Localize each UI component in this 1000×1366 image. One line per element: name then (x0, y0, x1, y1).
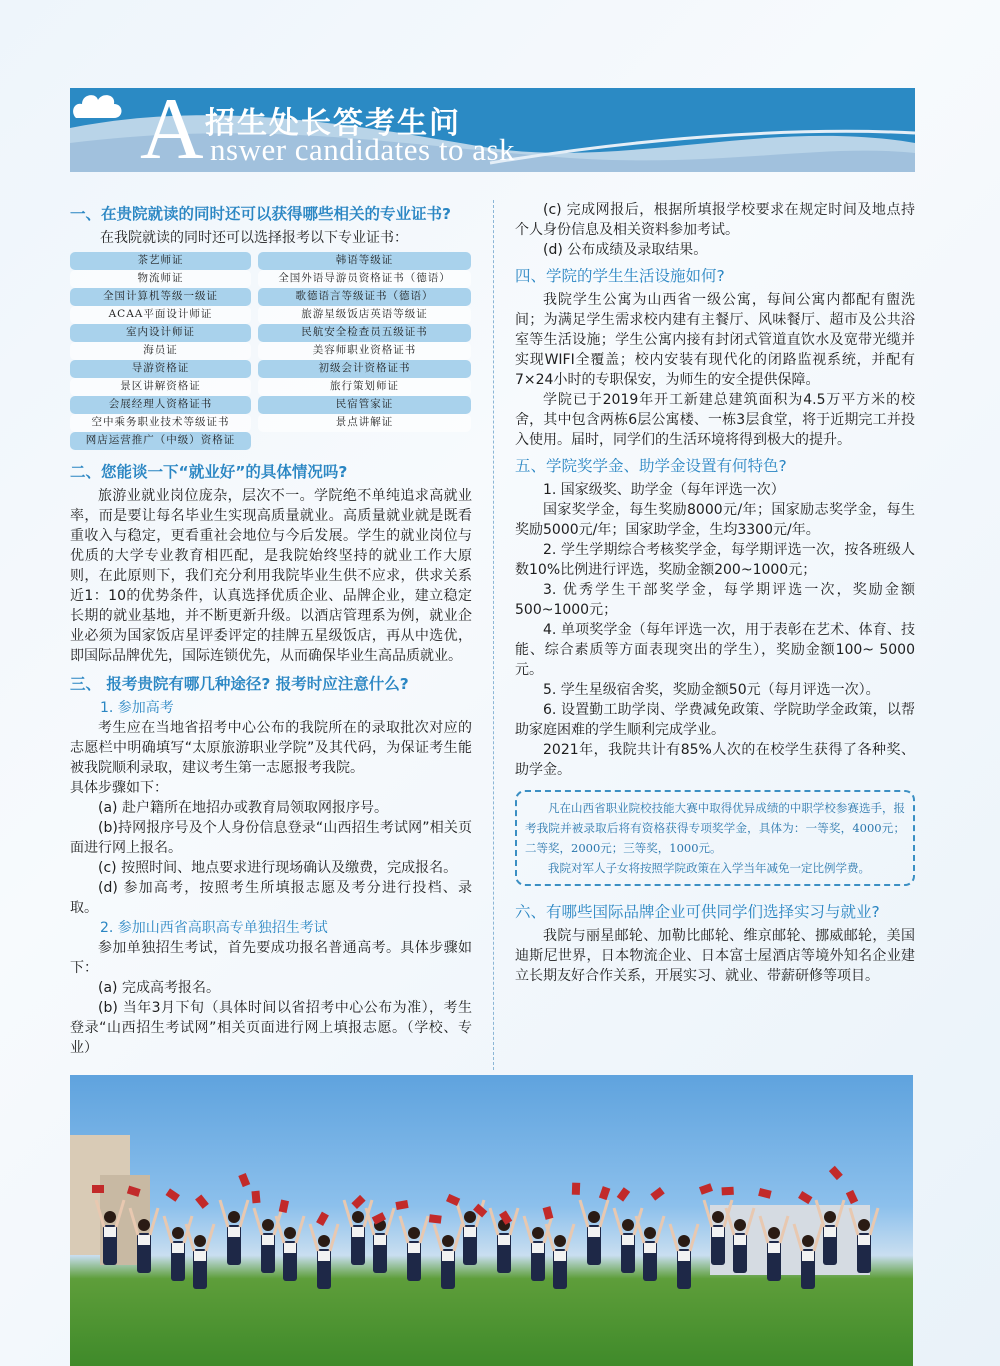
certificate-item: 茶艺师证 (70, 252, 251, 270)
notice-text: 我院对军人子女将按照学院政策在入学当年减免一定比例学费。 (548, 861, 870, 875)
right-column (515, 200, 915, 986)
scholarship-item: 2. 学生学期综合考核奖学金，每学期评选一次，按各班级人数10%比例进行评选，奖励金额200~1000元； (515, 542, 915, 578)
section-4-body: 学院已于2019年开工新建总建筑面积为4.5万平方米的校舍，其中包含两栋6层公寓楼、一栋3层食堂，将于近期完工并投入使用。届时，同学们的生活环境将得到极大的提升。 (515, 392, 915, 448)
certificate-item: 美容师职业资格证书 (258, 342, 471, 360)
section-6-body: 我院与丽星邮轮、加勒比邮轮、维京邮轮、挪威邮轮，美国迪斯尼世界，日本物流企业、日本富士屋酒店等境外知名企业建立长期友好合作关系，开展实习、就业、带薪研修等项目。 (515, 928, 915, 984)
student-figure (429, 1214, 462, 1289)
certificate-item: 导游资格证 (70, 360, 251, 378)
route-2-step: (c) 完成网报后，根据所填报学校要求在规定时间及地点持个人身份信息及相关资料参加考试。 (515, 202, 915, 238)
route-2-title: 2. 参加山西省高职高专单独招生考试 (100, 920, 328, 936)
certificate-item: 旅游星级饭店英语等级证 (258, 306, 471, 324)
certificate-item: 景点讲解证 (258, 414, 471, 432)
route-1-step: (a) 赴户籍所在地招办或教育局领取网报序号。 (98, 800, 388, 816)
certs-intro: 在我院就读的同时还可以选择报考以下专业证书： (100, 230, 408, 246)
header-banner (70, 88, 915, 172)
left-column (70, 200, 472, 1058)
section-5-heading: 五、学院奖学金、助学金设置有何特色? (515, 457, 787, 475)
scholarship-item: 国家奖学金，每生奖励8000元/年；国家励志奖学金，每生奖励5000元/年；国家助学金，生均3300元/年。 (515, 502, 915, 538)
section-4-body: 我院学生公寓为山西省一级公寓，每间公寓内都配有盥洗间；为满足学生需求校内建有主餐厅、风味餐厅、超市及公共浴室等生活设施；学生公寓内接有封闭式管道直饮水及宽带光缆并实现WIFI全覆盖；校内安装有现代化的闭路监视系统，并配有7×24小时的专职保安，为师生的安全提供保障。 (515, 292, 915, 388)
scholarship-item: 6. 设置勤工助学岗、学费减免政策、学院助学金政策，以帮助家庭困难的学生顺利完成学业。 (515, 702, 915, 738)
certificate-item: 空中乘务职业技术等级证书 (70, 414, 251, 432)
route-1-step: (b)持网报序号及个人身份信息登录“山西招生考试网”相关页面进行网上报名。 (70, 820, 472, 856)
certificate-item: 初级会计资格证书 (258, 360, 471, 378)
certificate-item: ACAA平面设计师证 (70, 306, 251, 324)
notice-text: 凡在山西省职业院校技能大赛中取得优异成绩的中职学校参赛选手，报考我院并被录取后将有资格获得专项奖学金，具体为：一等奖，4000元；二等奖，2000元；三等奖，1000元。 (525, 801, 905, 855)
section-6-heading: 六、有哪些国际品牌企业可供同学们选择实习与就业? (515, 903, 880, 921)
route-1-step: (d) 参加高考，按照考生所填报志愿及考分进行投档、录取。 (70, 880, 472, 916)
route-1-step: (c) 按照时间、地点要求进行现场确认及缴费，完成报名。 (98, 860, 458, 876)
route-2-step: (d) 公布成绩及录取结果。 (543, 242, 708, 258)
certificate-item: 室内设计师证 (70, 324, 251, 342)
banner-title: 招生处长答考生问 (205, 106, 461, 141)
scholarship-item: 1. 国家级奖、助学金（每年评选一次） (543, 482, 785, 498)
certificate-item: 海员证 (70, 342, 251, 360)
scholarship-item: 4. 单项奖学金（每年评选一次，用于表彰在艺术、体育、技能、综合素质等方面表现突出的学生），奖励金额100~ 5000元。 (515, 622, 915, 678)
scholarship-item: 3. 优秀学生干部奖学金，每学期评选一次，奖励金额500~1000元； (515, 582, 915, 618)
student-figure (543, 1206, 574, 1289)
certificate-item: 民航安全检查员五级证书 (258, 324, 471, 342)
scholarship-item: 2021年，我院共计有85%人次的在校学生获得了各种奖、助学金。 (515, 742, 915, 778)
route-1-body: 考生应在当地省招考中心公布的我院所在的录取批次对应的志愿栏中明确填写“太原旅游职业学院”及其代码，为保证考生能被我院顺利录取，建议考生第一志愿报考我院。 (70, 720, 472, 776)
certificate-item: 歌德语言等级证书（德语） (258, 288, 471, 306)
certificate-item: 网店运营推广（中级）资格证 (70, 432, 251, 450)
route-2-body: 参加单独招生考试，首先要成功报名普通高考。具体步骤如下： (70, 940, 472, 976)
column-divider (493, 200, 494, 1070)
student-figure (395, 1200, 428, 1281)
certificate-item: 物流师证 (70, 270, 251, 288)
student-figure (344, 1195, 372, 1265)
banner-subtitle: nswer candidates to ask (210, 132, 516, 167)
student-figure (366, 1208, 394, 1273)
route-1-steps-label: 具体步骤如下： (70, 780, 168, 796)
section-2-heading: 二、您能谈一下“就业好”的具体情况吗? (70, 463, 348, 481)
scholarship-item: 5. 学生星级宿舍奖，奖励金额50元（每月评选一次）。 (543, 682, 880, 698)
notice-box (515, 790, 915, 886)
student-figure (186, 1194, 214, 1289)
section-1-heading: 一、在贵院就读的同时还可以获得哪些相关的专业证书? (70, 205, 451, 223)
section-4-heading: 四、学院的学生生活设施如何? (515, 267, 725, 285)
certificate-item: 旅行策划师证 (258, 378, 471, 396)
route-1-title: 1. 参加高考 (100, 700, 174, 716)
student-figure (310, 1212, 338, 1289)
photo-illustration (70, 1075, 913, 1366)
certificate-item: 景区讲解资格证 (70, 378, 251, 396)
cloud-icon (70, 88, 126, 122)
certificate-item: 全国外语导游员资格证书（德语） (258, 270, 471, 288)
route-2-step: (b) 当年3月下旬（具体时间以省招考中心公布为准），考生登录“山西招生考试网”相关页面进行网上填报志愿。（学校、专业） (70, 1000, 472, 1056)
students-jumping-photo (70, 1075, 913, 1366)
certificate-item: 韩语等级证 (258, 252, 471, 270)
certificate-item: 会展经理人资格证书 (70, 396, 251, 414)
certificate-item: 全国计算机等级一级证 (70, 288, 251, 306)
student-figure (251, 1191, 282, 1273)
section-2-body: 旅游业就业岗位庞杂，层次不一。学院绝不单纯追求高就业率，而是要让每名毕业生实现高质量就业。高质量就业就是既看重收入与稳定，更看重社会地位与今后发展。学生的就业岗位与优质的大学专业教育相匹配，是我院始终坚持的就业工作大原则，在此原则下，我们充分利用我院毕业生供不应求，供求关系近1：10的优势条件，认真选择优质企业、品牌企业，建立稳定长期的就业基地，并不断更新升级。以酒店管理系为例，就业企业必须为国家饭店星评委评定的挂牌五星级饭店，再从中选优，即国际品牌优先，国际连锁优先，从而确保毕业生高品质就业。 (70, 488, 472, 664)
certificate-list (70, 252, 472, 450)
student-figure (220, 1173, 250, 1265)
banner-initial: A (140, 88, 204, 172)
student-figure (473, 1204, 518, 1273)
section-3-heading: 三、 报考贵院有哪几种途径? 报考时应注意什么? (70, 675, 409, 693)
certificate-item: 民宿管家证 (258, 396, 471, 414)
route-2-step: (a) 完成高考报名。 (98, 980, 220, 996)
